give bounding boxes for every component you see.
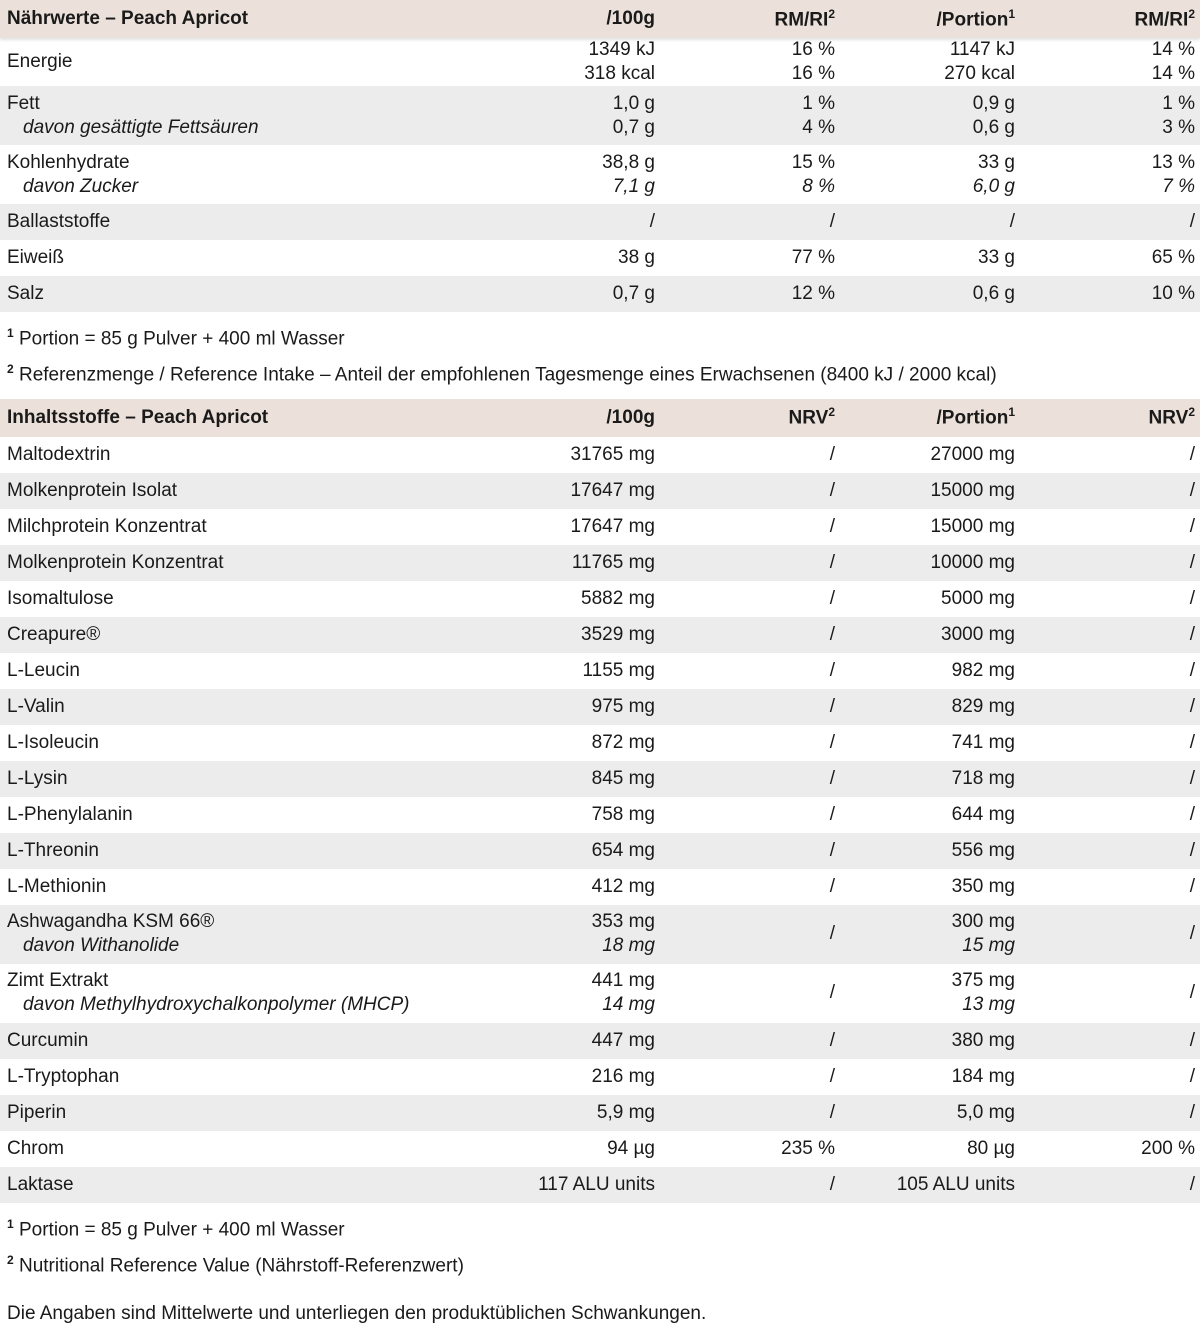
cell-portion: 15000 mg [840,473,1020,509]
cell-ri2 [1020,86,1200,145]
cell-ri2: 10 % [1020,276,1200,312]
table-row [0,240,1200,276]
cell-portion: 15000 mg [930,515,1015,537]
row-label [0,1095,480,1131]
cell-portion: 350 mg [951,875,1015,897]
cell-nrv2: / [1020,545,1200,581]
cell-ri2-line: 14 % [1151,63,1195,84]
nutrition-footnote: $^2$ Referenzmenge / Reference Intake – Anteil der empfohlenen Tagesmenge eines Erwachsenen (8400 kJ / 2000 kcal) [7,362,997,386]
ingredients-footnotes [0,1203,1200,1282]
cell-per100 [480,905,660,964]
row-label-main: L-Methionin [7,875,107,897]
cell-portion-line: 375 mg [951,970,1015,992]
row-label-main: Molkenprotein Konzentrat [7,551,224,573]
cell-portion: 5000 mg [941,587,1015,609]
table-row [0,437,1200,473]
cell-portion: 380 mg [840,1023,1020,1059]
cell-portion: 27000 mg [930,443,1015,465]
row-label [0,964,480,1023]
nutrition-table [0,0,1200,312]
cell-portion [840,964,1020,1023]
table-row [0,545,1200,581]
row-label [0,689,480,725]
table-row [0,617,1200,653]
cell-nrv: / [660,545,840,581]
table-row [0,689,1200,725]
row-label-main: Fett [7,92,40,114]
cell-nrv2: / [1189,1065,1195,1087]
table-row [0,509,1200,545]
table-row [0,145,1200,204]
ingredients-header-per100: /100g [480,399,660,437]
cell-nrv2: / [1020,689,1200,725]
cell-portion: 5,0 mg [840,1095,1020,1131]
row-label-main: L-Phenylalanin [7,803,133,825]
row-label-main: L-Valin [7,695,65,717]
cell-ri2: / [1020,204,1200,240]
row-label-main: Maltodextrin [7,443,111,465]
row-label [0,38,480,86]
cell-ri-line: 16 % [791,39,835,60]
cell-per100: 216 mg [591,1065,655,1087]
cell-ri2-line: 3 % [1162,116,1195,138]
cell-per100: 758 mg [591,803,655,825]
cell-portion: 80 µg [967,1137,1015,1159]
row-label [0,725,480,761]
cell-per100: 5882 mg [581,587,655,609]
cell-ri-line: 16 % [791,63,835,84]
cell-nrv: / [829,443,835,465]
row-label [0,1023,480,1059]
cell-portion [840,905,1020,964]
ingredients-header-portion: /Portion$^1$ [840,399,1020,437]
cell-per100-line: 0,7 g [612,116,655,138]
cell-nrv: / [829,731,835,753]
table-row [0,581,1200,617]
cell-ri [660,145,840,204]
row-label [0,1167,480,1203]
ingredients-table [0,399,1200,1203]
cell-per100 [480,38,660,86]
cell-nrv2: / [1020,1023,1200,1059]
cell-portion-line: 300 mg [951,911,1015,933]
table-row [0,276,1200,312]
disclaimer: Die Angaben sind Mittelwerte und unterliegen den produktüblichen Schwankungen. [7,1303,707,1325]
cell-per100: 94 µg [607,1137,655,1159]
cell-per100-line: 1349 kJ [588,39,655,60]
table-row [0,761,1200,797]
cell-per100: 975 mg [480,689,660,725]
row-label-main: Kohlenhydrate [7,151,130,173]
table-row [0,653,1200,689]
cell-per100: 38 g [618,247,655,268]
cell-ri2-line: 13 % [1151,151,1195,173]
cell-ri-line: 8 % [802,175,835,197]
nutrition-header-portion: /Portion$^1$ [840,0,1020,38]
cell-portion-line: 13 mg [962,994,1015,1016]
cell-portion-line: 270 kcal [944,63,1015,84]
row-label [0,86,480,145]
nutrition-header-ri: $RM/RI^2$ [660,0,840,38]
row-label [0,905,480,964]
row-label-main: Isomaltulose [7,587,114,609]
cell-per100: 117 ALU units [480,1167,660,1203]
cell-nrv: / [660,1167,840,1203]
row-label-main: Ashwagandha KSM 66® [7,911,215,933]
cell-nrv: / [660,617,840,653]
cell-per100: 412 mg [591,875,655,897]
cell-nrv2: / [1020,473,1200,509]
nutrition-header-per100: /100g [480,0,660,38]
ingredients-footnote: $^2$ Nutritional Reference Value (Nährstoff-Referenzwert) [7,1252,464,1277]
nutrition-header-ri2: $RM/RI^2$ [1020,0,1200,38]
row-label-main: L-Isoleucin [7,731,99,753]
cell-portion: 982 mg [951,659,1015,681]
cell-per100 [480,145,660,204]
cell-ri [660,86,840,145]
row-label-main: L-Lysin [7,767,68,789]
cell-portion: 10000 mg [840,545,1020,581]
ingredients-header [0,399,1200,437]
cell-ri-line: 15 % [791,151,835,173]
row-label [0,145,480,204]
cell-nrv2: / [1020,761,1200,797]
cell-portion [840,145,1020,204]
cell-portion-line: 0,9 g [972,92,1015,114]
cell-per100: 845 mg [480,761,660,797]
cell-portion-line: 1147 kJ [949,39,1015,60]
cell-nrv2: / [1189,875,1195,897]
cell-nrv2: / [1189,443,1195,465]
row-label-main: Molkenprotein Isolat [7,479,178,501]
cell-nrv: / [660,1095,840,1131]
cell-portion: 741 mg [951,731,1015,753]
cell-ri-line: 4 % [802,116,835,138]
ingredients-header-nrv: NRV$^2$ [660,399,840,437]
cell-portion: 3000 mg [840,617,1020,653]
cell-per100: 447 mg [480,1023,660,1059]
cell-per100-line: 318 kcal [584,63,655,84]
cell-portion: / [840,204,1020,240]
cell-nrv2: / [1189,587,1195,609]
cell-nrv: / [660,689,840,725]
cell-portion [840,86,1020,145]
row-label-main: Eiweiß [7,247,65,268]
row-label [0,653,480,689]
row-label [0,833,480,869]
cell-per100: 654 mg [480,833,660,869]
cell-portion [840,38,1020,86]
cell-nrv2: / [1189,515,1195,537]
cell-ri2-line: 14 % [1151,39,1195,60]
cell-nrv: / [660,473,840,509]
cell-portion: 184 mg [951,1065,1015,1087]
row-label-main: L-Tryptophan [7,1065,120,1087]
cell-nrv: / [829,803,835,825]
row-label [0,581,480,617]
cell-per100: 17647 mg [480,473,660,509]
table-row [0,38,1200,86]
nutrition-footnote: $^1$ Portion = 85 g Pulver + 400 ml Wasser [7,326,345,350]
cell-portion-line: 15 mg [962,935,1015,957]
cell-per100: / [480,204,660,240]
cell-portion: 644 mg [951,803,1015,825]
cell-ri: / [660,204,840,240]
cell-nrv2: / [1020,617,1200,653]
row-label [0,545,480,581]
row-label-sub: davon Methylhydroxychalkonpolymer (MHCP) [23,994,410,1016]
row-label [0,1131,480,1167]
cell-nrv2: / [1020,905,1200,964]
cell-nrv: / [660,833,840,869]
cell-ri2 [1020,145,1200,204]
row-label [0,761,480,797]
cell-ri [660,38,840,86]
table-row [0,1095,1200,1131]
row-label [0,1059,480,1095]
cell-nrv2: / [1189,803,1195,825]
cell-portion: 105 ALU units [840,1167,1020,1203]
cell-nrv2: / [1189,659,1195,681]
row-label [0,869,480,905]
ingredients-footnote: $^1$ Portion = 85 g Pulver + 400 ml Wasser [7,1216,345,1240]
table-row [0,964,1200,1023]
cell-ri: 77 % [791,247,835,268]
cell-ri2: 65 % [1151,247,1195,268]
cell-nrv: / [660,1023,840,1059]
cell-nrv2: / [1189,982,1195,1004]
row-label-main: L-Threonin [7,839,99,861]
table-row [0,725,1200,761]
ingredients-header-label: Inhaltsstoffe – Peach Apricot [0,399,480,437]
cell-per100-line: 1,0 g [612,92,655,114]
table-row [0,204,1200,240]
row-label [0,617,480,653]
cell-per100: 1155 mg [582,659,655,681]
cell-per100: 872 mg [591,731,655,753]
cell-per100-line: 353 mg [591,911,655,933]
row-label-main: Energie [7,51,73,72]
cell-per100-line: 18 mg [602,935,655,957]
cell-ri2-line: 7 % [1162,175,1195,197]
cell-nrv2: / [1020,1167,1200,1203]
cell-portion: 718 mg [840,761,1020,797]
row-label-main: Milchprotein Konzentrat [7,515,207,537]
cell-nrv: / [829,515,835,537]
cell-portion-line: 0,6 g [972,116,1015,138]
cell-per100: 3529 mg [480,617,660,653]
cell-nrv: 235 % [781,1137,835,1159]
table-row [0,869,1200,905]
row-label-main: Piperin [7,1101,67,1123]
row-label [0,509,480,545]
row-label [0,204,480,240]
cell-portion-line: 6,0 g [972,175,1015,197]
cell-per100: 17647 mg [570,515,655,537]
cell-ri2 [1020,38,1200,86]
table-row [0,833,1200,869]
table-row [0,1167,1200,1203]
cell-ri2-line: 1 % [1162,92,1195,114]
row-label [0,473,480,509]
cell-per100: 11765 mg [480,545,660,581]
row-label [0,797,480,833]
row-label-main: L-Leucin [7,659,80,681]
cell-per100-line: 14 mg [602,994,655,1016]
cell-per100 [480,964,660,1023]
cell-nrv2: / [1020,1095,1200,1131]
cell-portion: 556 mg [840,833,1020,869]
row-label [0,437,480,473]
table-row [0,86,1200,145]
cell-nrv: / [829,1065,835,1087]
cell-portion: 0,6 g [840,276,1020,312]
row-label-main: Laktase [7,1173,74,1195]
nutrition-header-label: Nährwerte – Peach Apricot [0,0,480,38]
cell-per100: 0,7 g [480,276,660,312]
row-label-sub: davon Withanolide [23,935,180,957]
nutrition-header [0,0,1200,38]
cell-ri-line: 1 % [802,92,835,114]
cell-nrv2: 200 % [1141,1137,1195,1159]
row-label-main: Ballaststoffe [7,211,111,232]
row-label-main: Salz [7,283,44,304]
cell-per100: 5,9 mg [480,1095,660,1131]
table-row [0,797,1200,833]
nutrition-footnotes [0,312,1200,391]
cell-nrv2: / [1189,731,1195,753]
row-label-main: Curcumin [7,1029,89,1051]
cell-portion: 829 mg [840,689,1020,725]
cell-portion-line: 33 g [978,151,1015,173]
cell-nrv: / [660,761,840,797]
row-label [0,240,480,276]
row-label-main: Creapure® [7,623,101,645]
cell-per100 [480,86,660,145]
ingredients-header-nrv2: NRV$^2$ [1020,399,1200,437]
cell-portion: 33 g [978,247,1015,268]
table-row [0,905,1200,964]
table-row [0,1059,1200,1095]
cell-per100-line: 441 mg [591,970,655,992]
row-label-sub: davon gesättigte Fettsäuren [23,116,259,138]
cell-nrv: / [829,587,835,609]
row-label-main: Zimt Extrakt [7,970,109,992]
table-row [0,1023,1200,1059]
cell-ri: 12 % [660,276,840,312]
table-row [0,473,1200,509]
row-label-main: Chrom [7,1137,65,1159]
cell-nrv: / [829,659,835,681]
row-label-sub: davon Zucker [23,175,139,197]
cell-nrv: / [829,875,835,897]
cell-per100-line: 7,1 g [612,175,655,197]
cell-nrv: / [829,982,835,1004]
cell-per100: 31765 mg [570,443,655,465]
table-row [0,1131,1200,1167]
row-label [0,276,480,312]
cell-nrv2: / [1020,833,1200,869]
cell-nrv: / [660,905,840,964]
cell-per100-line: 38,8 g [602,151,655,173]
